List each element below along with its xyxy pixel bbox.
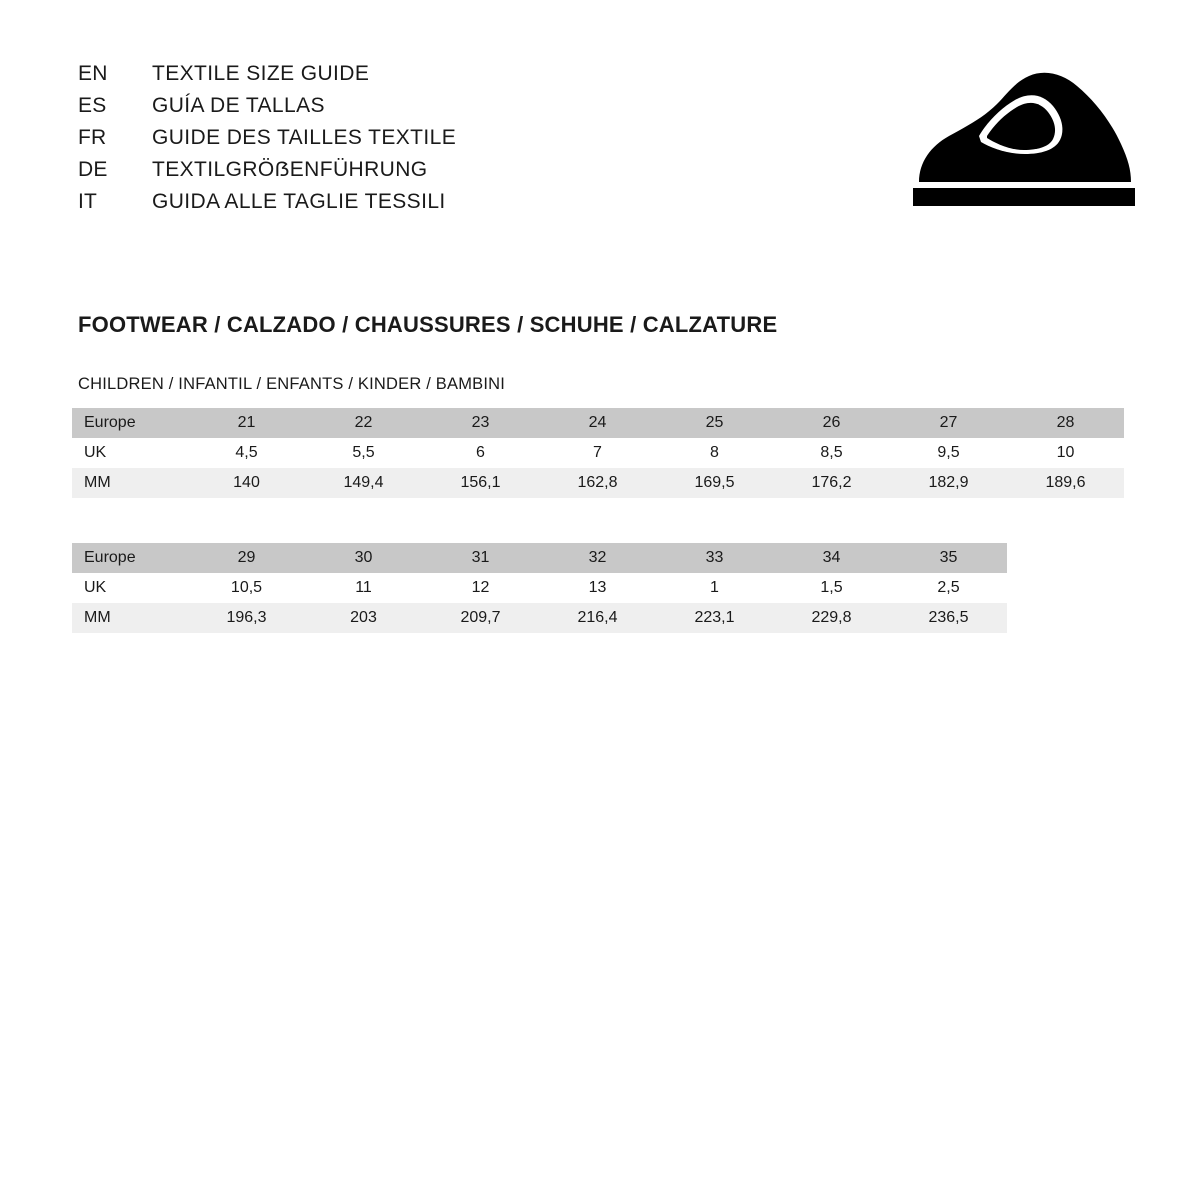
language-row-es — [78, 94, 456, 126]
language-title-en: TEXTILE SIZE GUIDE — [152, 62, 370, 85]
table-row — [72, 468, 1124, 498]
language-row-it — [78, 190, 456, 222]
language-row-en — [78, 62, 456, 94]
cell-uk-6: 9,5 — [890, 438, 1007, 468]
cell-mm-6: 236,5 — [890, 603, 1007, 633]
cell-europe-4: 33 — [656, 543, 773, 573]
cell-europe-4: 25 — [656, 408, 773, 438]
children-size-table-2 — [72, 543, 1124, 633]
table-row — [72, 603, 1124, 633]
row-label-mm: MM — [72, 468, 188, 498]
language-code-en: EN — [78, 62, 108, 85]
cell-mm-3: 216,4 — [539, 603, 656, 633]
page-title: FOOTWEAR / CALZADO / CHAUSSURES / SCHUHE / CALZATURE — [78, 312, 778, 337]
language-title-fr: GUIDE DES TAILLES TEXTILE — [152, 126, 457, 149]
cell-uk-0: 4,5 — [188, 438, 305, 468]
cell-uk-2: 12 — [422, 573, 539, 603]
row-label-uk: UK — [72, 438, 188, 468]
language-title-de: TEXTILGRÖẞENFÜHRUNG — [152, 158, 428, 181]
table-row — [72, 543, 1124, 573]
cell-europe-5: 26 — [773, 408, 890, 438]
language-row-fr — [78, 126, 456, 158]
cell-europe-1: 30 — [305, 543, 422, 573]
table-row — [72, 573, 1124, 603]
row-label-uk: UK — [72, 573, 188, 603]
language-code-es: ES — [78, 94, 107, 117]
children-size-table-1 — [72, 408, 1124, 498]
cell-mm-7 — [1007, 603, 1124, 633]
cell-uk-1: 11 — [305, 573, 422, 603]
language-title-it: GUIDA ALLE TAGLIE TESSILI — [152, 190, 446, 213]
language-title-block — [78, 62, 456, 222]
cell-uk-4: 8 — [656, 438, 773, 468]
cell-mm-5: 229,8 — [773, 603, 890, 633]
cell-europe-2: 23 — [422, 408, 539, 438]
cell-mm-1: 203 — [305, 603, 422, 633]
cell-mm-5: 176,2 — [773, 468, 890, 498]
language-code-de: DE — [78, 158, 108, 181]
cell-mm-0: 196,3 — [188, 603, 305, 633]
cell-uk-6: 2,5 — [890, 573, 1007, 603]
cell-uk-1: 5,5 — [305, 438, 422, 468]
cell-mm-1: 149,4 — [305, 468, 422, 498]
cell-europe-5: 34 — [773, 543, 890, 573]
table-row — [72, 438, 1124, 468]
cell-mm-3: 162,8 — [539, 468, 656, 498]
table-row — [72, 408, 1124, 438]
cell-europe-3: 32 — [539, 543, 656, 573]
cell-uk-7 — [1007, 573, 1124, 603]
cell-mm-4: 169,5 — [656, 468, 773, 498]
cell-uk-7: 10 — [1007, 438, 1124, 468]
cell-europe-7 — [1007, 543, 1124, 573]
row-label-europe: Europe — [72, 543, 188, 573]
cell-europe-0: 21 — [188, 408, 305, 438]
row-label-mm: MM — [72, 603, 188, 633]
language-code-fr: FR — [78, 126, 107, 149]
cell-europe-3: 24 — [539, 408, 656, 438]
cell-uk-5: 1,5 — [773, 573, 890, 603]
cell-mm-4: 223,1 — [656, 603, 773, 633]
cell-europe-6: 27 — [890, 408, 1007, 438]
cell-uk-4: 1 — [656, 573, 773, 603]
cell-europe-2: 31 — [422, 543, 539, 573]
cell-mm-2: 209,7 — [422, 603, 539, 633]
row-label-europe: Europe — [72, 408, 188, 438]
language-row-de — [78, 158, 456, 190]
cell-europe-6: 35 — [890, 543, 1007, 573]
cell-mm-0: 140 — [188, 468, 305, 498]
cell-mm-2: 156,1 — [422, 468, 539, 498]
cell-mm-7: 189,6 — [1007, 468, 1124, 498]
cell-uk-3: 7 — [539, 438, 656, 468]
section-subtitle: CHILDREN / INFANTIL / ENFANTS / KINDER / BAMBINI — [78, 375, 506, 393]
language-title-es: GUÍA DE TALLAS — [152, 94, 325, 117]
shoe-icon — [905, 70, 1145, 220]
cell-uk-5: 8,5 — [773, 438, 890, 468]
cell-uk-3: 13 — [539, 573, 656, 603]
cell-europe-1: 22 — [305, 408, 422, 438]
language-code-it: IT — [78, 190, 98, 213]
cell-europe-0: 29 — [188, 543, 305, 573]
cell-uk-2: 6 — [422, 438, 539, 468]
cell-europe-7: 28 — [1007, 408, 1124, 438]
cell-uk-0: 10,5 — [188, 573, 305, 603]
cell-mm-6: 182,9 — [890, 468, 1007, 498]
